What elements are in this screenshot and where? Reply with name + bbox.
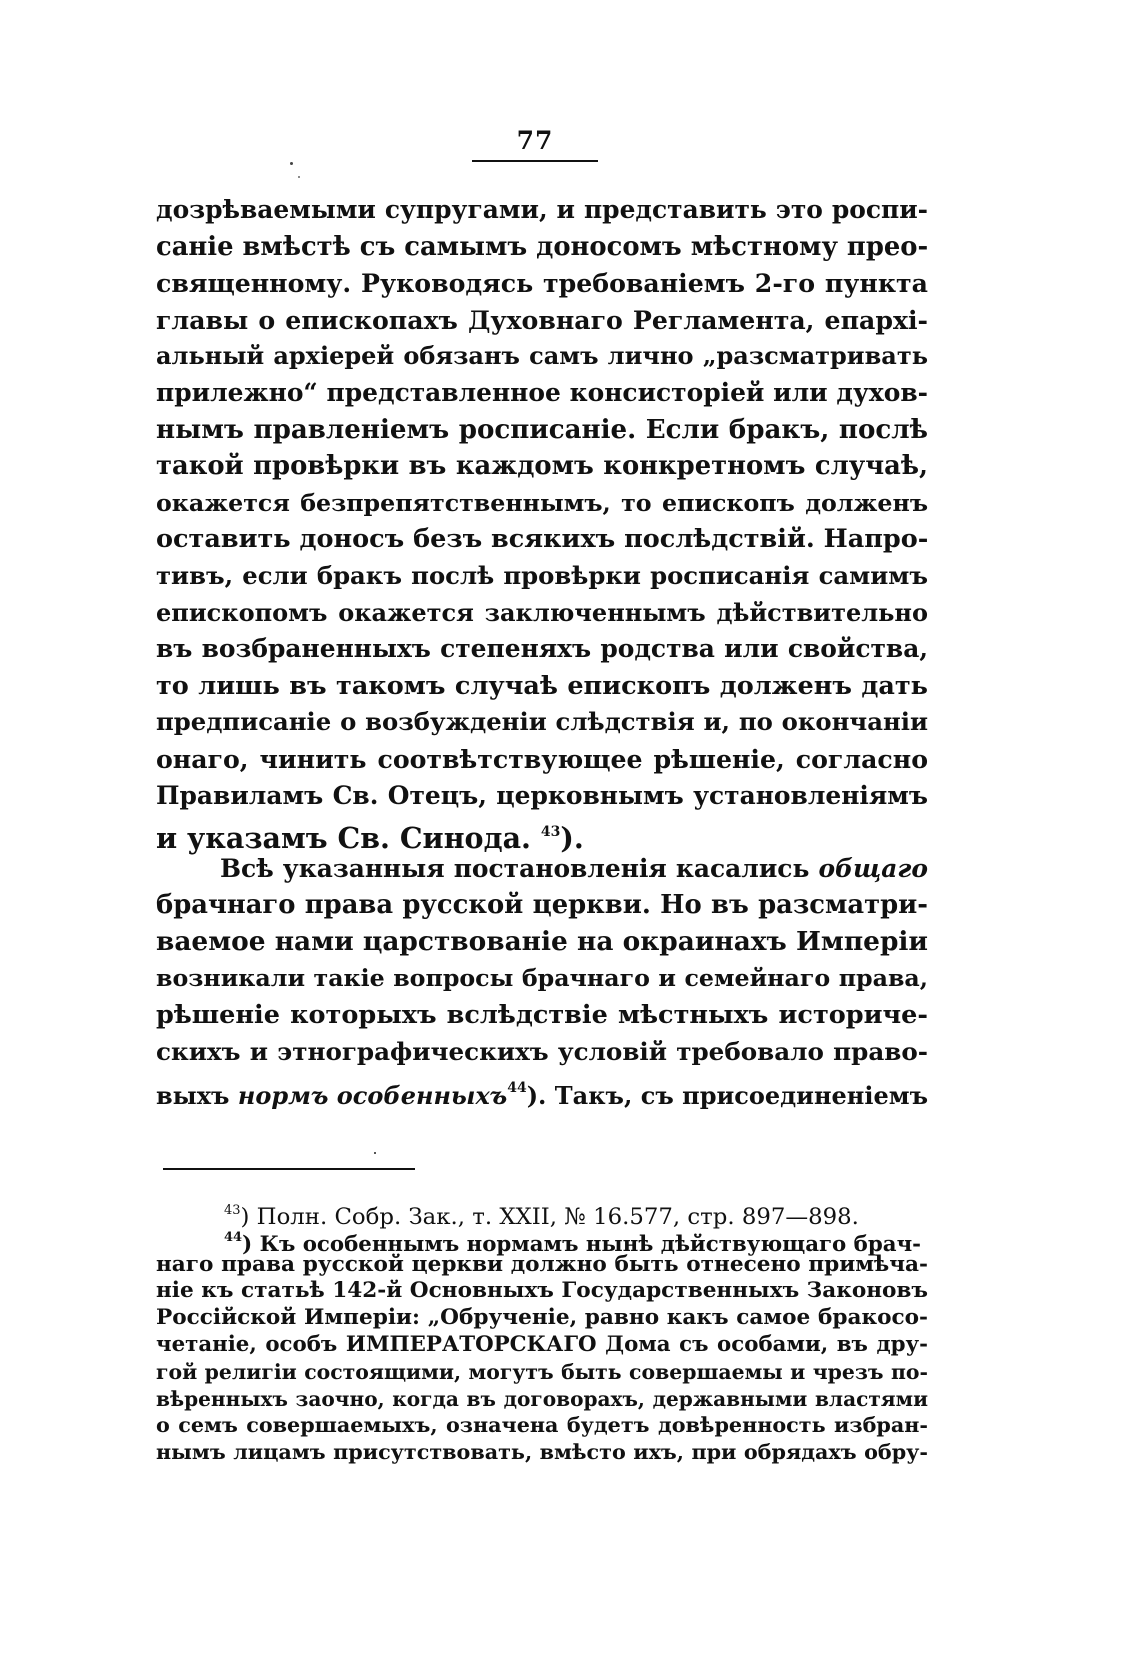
text-line: предписаніе о возбужденіи слѣдствія и, по окончаніи (156, 707, 928, 737)
text-line: епископомъ окажется заключеннымъ дѣйствительно (156, 597, 928, 627)
line-text: ). Такъ, съ присоединеніемъ (526, 1081, 929, 1111)
italic-term: общаго (818, 853, 928, 883)
footnote-mark: 43 (224, 1203, 241, 1218)
footnote-mark: 44 (224, 1229, 243, 1245)
text-line: нымъ правленіемъ росписаніе. Если бракъ, послѣ (156, 413, 928, 445)
text-line: брачнаго права русской церкви. Но въ разсматри- (156, 890, 928, 921)
text-line: въ возбраненныхъ степеняхъ родства или свойства, (156, 634, 928, 664)
footnotes (156, 1198, 928, 1466)
footnote-line: гой религіи состоящими, могутъ быть совершаемы и чрезъ по- (156, 1359, 928, 1384)
text-line: то лишь въ такомъ случаѣ епископъ долженъ дать (156, 670, 928, 701)
footnote-line: четаніе, особъ ИМПЕРАТОРСКАГО Дома съ особами, въ дру- (156, 1331, 928, 1357)
text-line: скихъ и этнографическихъ условій требовало право- (156, 1036, 928, 1066)
line-text: Всѣ указанныя постановленія касались (220, 853, 819, 883)
line-text: выхъ (156, 1081, 238, 1111)
footnote-line: нымъ лицамъ присутствовать, вмѣсто ихъ, при обрядахъ обру- (156, 1440, 928, 1465)
footnote-ref: 44 (507, 1080, 527, 1097)
footnote-line: вѣренныхъ заочно, когда въ договорахъ, державными властями (156, 1386, 928, 1411)
text-line (156, 1070, 929, 1111)
text-line: главы о епископахъ Духовнаго Регламента, епархі- (156, 304, 928, 335)
text-line: священному. Руководясь требованіемъ 2-го пункта (156, 268, 928, 299)
text-line: рѣшеніе которыхъ вслѣдствіе мѣстныхъ историче- (156, 1000, 928, 1031)
footnote-line: ніе къ статьѣ 142-й Основныхъ Государственныхъ Законовъ (156, 1278, 928, 1304)
text-line: возникали такіе вопросы брачнаго и семейнаго права, (156, 964, 928, 993)
footnote-line: наго права русской церкви должно быть отнесено примѣча- (156, 1251, 928, 1277)
text-line: саніе вмѣстѣ съ самымъ доносомъ мѣстному прео- (156, 231, 929, 262)
text-line: окажется безпрепятственнымъ, то епископъ долженъ (156, 488, 928, 517)
paragraph-start-line (156, 851, 928, 888)
print-speck (298, 176, 300, 178)
main-text (156, 192, 929, 1111)
line-text: ). (560, 821, 584, 856)
line-text: и указамъ Св. Синода. (156, 821, 541, 856)
footnote-line: о семъ совершаемыхъ, означена будетъ довѣренность избран- (156, 1413, 928, 1438)
page-number: 77 (472, 128, 598, 162)
footnote-44 (156, 1225, 928, 1257)
footnote-text: ) Къ особеннымъ нормамъ нынѣ дѣйствующаго брач- (242, 1231, 921, 1257)
footnote-text: ) Полн. Собр. Зак., т. XXII, № 16.577, стр. 897—898. (240, 1204, 859, 1230)
page-number-block (472, 128, 598, 162)
text-line: тивъ, если бракъ послѣ провѣрки росписанія самимъ (156, 560, 928, 590)
text-line: ваемое нами царствованіе на окраинахъ Имперіи (156, 925, 928, 957)
footnote-ref: 43 (540, 824, 561, 841)
footnote-line: Россійской Имперіи: „Обрученіе, равно какъ самое бракосо- (156, 1305, 928, 1331)
italic-term: нормъ особенныхъ (237, 1081, 508, 1111)
footnote-separator (163, 1168, 415, 1170)
text-line: такой провѣрки въ каждомъ конкретномъ случаѣ, (156, 451, 928, 482)
text-line: Правиламъ Св. Отецъ, церковнымъ установленіямъ (156, 780, 928, 810)
text-line: прилежно“ представленное консисторіей или духов- (156, 377, 928, 407)
text-line: дозрѣваемыми супругами, и представить это роспи- (156, 195, 928, 224)
footnote-43 (156, 1198, 928, 1230)
text-line: онаго, чинить соотвѣтствующее рѣшеніе, согласно (156, 743, 928, 774)
print-speck (290, 162, 293, 165)
text-line: альный архіерей обязанъ самъ лично „разсматривать (156, 341, 928, 371)
print-speck (374, 1152, 376, 1154)
text-line: оставить доносъ безъ всякихъ послѣдствій. Напро- (156, 524, 929, 555)
text-line (156, 814, 928, 856)
